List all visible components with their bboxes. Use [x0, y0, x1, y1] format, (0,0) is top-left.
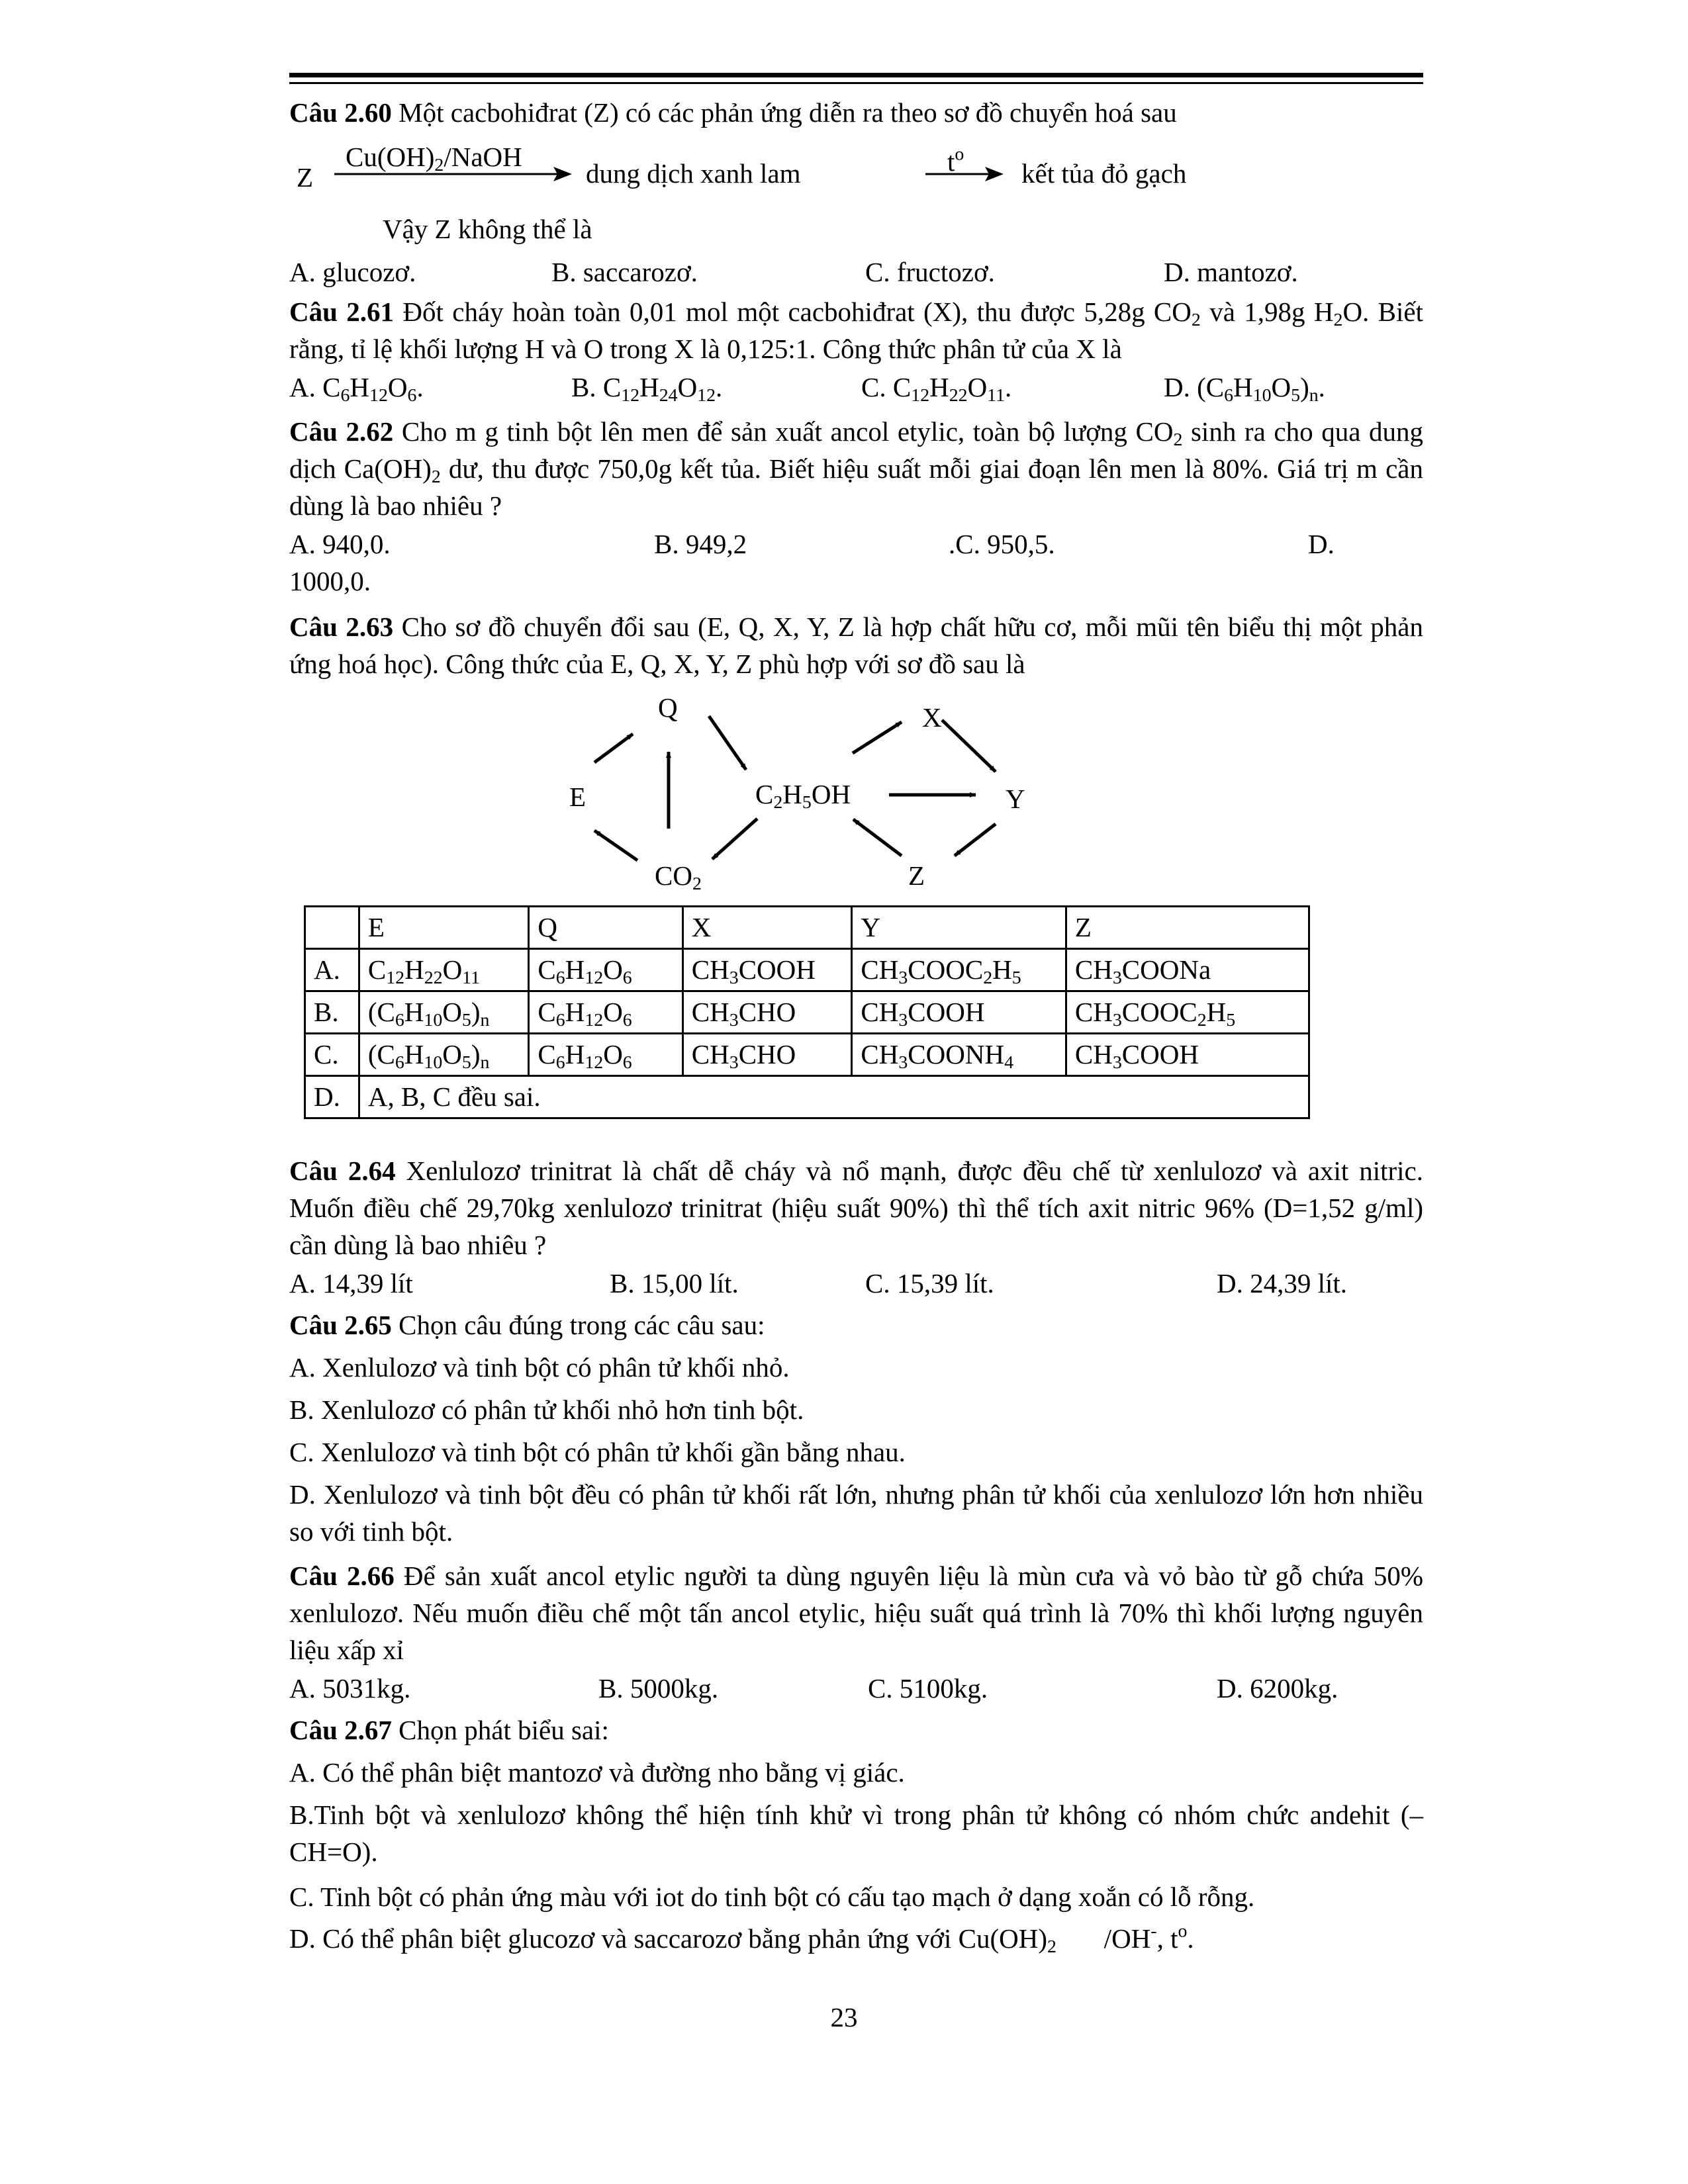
table-cell: $C_6H_{12}O_6$ — [529, 949, 682, 991]
question-2-62: Câu 2.62 Cho m g tinh bột lên men để sản xuất ancol etylic, toàn bộ lượng $CO_2$ sinh ra cho qua dung dịch $Ca(OH)_2$ dư, thu được 750,0g kết tủa. Biết hiệu suất mỗi giai đoạn lên men là 80%. Giá trị m cần dùng là bao nhiêu ? — [289, 416, 1423, 521]
question-2-67 — [289, 1711, 1423, 1749]
option-a: A. 14,39 lít — [289, 1268, 413, 1298]
arrow-co2-to-e — [594, 831, 637, 860]
option-d: D. Xenlulozơ và tinh bột đều có phân tử khối rất lớn, nhưng phân tử khối của xenlulozơ lớn hơn nhiều so với tinh bột. — [289, 1479, 1423, 1547]
options-2-66 — [289, 1670, 1423, 1707]
option-d: D. 6200kg. — [1217, 1673, 1338, 1704]
scheme-start: Z — [297, 162, 314, 193]
table-row — [305, 949, 1309, 991]
option-d-value: 1000,0. — [289, 566, 371, 596]
table-cell: $CH_3CHO$ — [682, 991, 852, 1034]
option-c: C. fructozơ. — [865, 257, 995, 287]
question-text: Một cacbohiđrat (Z) có các phản ứng diễn ra theo sơ đồ chuyển hoá sau — [391, 97, 1177, 128]
table-cell: $CH_3COOH$ — [1066, 1034, 1309, 1076]
option-b: B. 15,00 lít. — [610, 1268, 739, 1298]
question-2-66 — [289, 1557, 1423, 1668]
arrow-z-to-ethanol — [853, 819, 902, 856]
table-row — [305, 1076, 1309, 1118]
option-a: A. glucozơ. — [289, 257, 416, 287]
arrow-y-to-z — [955, 824, 996, 856]
question-label: Câu 2.63 — [289, 612, 394, 642]
table-cell: $CH_3COONa$ — [1066, 949, 1309, 991]
option-d: D. — [1308, 529, 1335, 559]
question-label: Câu 2.67 — [289, 1715, 392, 1745]
scheme-reagent-2: $t^o$ — [947, 144, 964, 177]
table-cell: $C_{12}H_{22}O_{11}$ — [359, 949, 529, 991]
question-text: Chọn câu đúng trong các câu sau: — [391, 1310, 765, 1340]
option-c: .C. 950,5. — [949, 529, 1055, 559]
table-cell: $CH_3COONH_4$ — [852, 1034, 1066, 1076]
arrow-ethanol-to-co2 — [712, 819, 757, 859]
table-cell: A, B, C đều sai. — [359, 1076, 1309, 1118]
row-label: C. — [305, 1034, 359, 1076]
question-label: Câu 2.64 — [289, 1156, 396, 1186]
table-header-cell — [305, 907, 359, 949]
table-header-row — [305, 907, 1309, 949]
scheme-product-2: kết tủa đỏ gạch — [1021, 158, 1187, 189]
option-a: A. 5031kg. — [289, 1673, 411, 1704]
table-cell: $C_6H_{12}O_6$ — [529, 991, 682, 1034]
option-b: B. 949,2 — [654, 529, 747, 559]
question-text: Cho sơ đồ chuyển đổi sau (E, Q, X, Y, Z là hợp chất hữu cơ, mỗi mũi tên biểu thị một phản ứng hoá học). Công thức của E, Q, X, Y, Z phù hợp với sơ đồ sau là — [289, 612, 1423, 679]
arrow-x-to-y — [942, 720, 996, 772]
table-cell: $(C_6H_{10}O_5)_n$ — [359, 991, 529, 1034]
row-label: D. — [305, 1076, 359, 1118]
table-cell: $CH_3COOH$ — [852, 991, 1066, 1034]
table-header-cell: Y — [852, 907, 1066, 949]
table-cell: $CH_3COOC_2H_5$ — [852, 949, 1066, 991]
table-header-cell: X — [682, 907, 852, 949]
option-a: A. Có thể phân biệt mantozơ và đường nho bằng vị giác. — [289, 1757, 905, 1788]
row-label: A. — [305, 949, 359, 991]
option-c: C. Xenlulozơ và tinh bột có phân tử khối gần bằng nhau. — [289, 1437, 906, 1467]
option-c: C. Tinh bột có phản ứng màu với iot do tinh bột có cấu tạo mạch ở dạng xoắn có lỗ rỗng. — [289, 1882, 1255, 1912]
answer-table — [304, 905, 1310, 1119]
option-b: B. Xenlulozơ có phân tử khối nhỏ hơn tinh bột. — [289, 1394, 804, 1425]
node-ethanol: $C_2H_5OH$ — [755, 779, 851, 813]
node-co2: $CO_2$ — [655, 860, 702, 894]
table-row — [305, 1034, 1309, 1076]
option-c: C. 15,39 lít. — [865, 1268, 994, 1298]
row-label: B. — [305, 991, 359, 1034]
table-cell: $CH_3CHO$ — [682, 1034, 852, 1076]
option-b: B. $C_{12}H_{24}O_{12}$. — [571, 372, 723, 406]
option-b: B. 5000kg. — [598, 1673, 719, 1704]
node-y: Y — [1006, 784, 1025, 814]
table-cell: $CH_3COOH$ — [682, 949, 852, 991]
question-2-65 — [289, 1306, 1423, 1343]
table-header-cell: Q — [529, 907, 682, 949]
node-z: Z — [908, 860, 925, 891]
option-a: A. Xenlulozơ và tinh bột có phân tử khối nhỏ. — [289, 1352, 790, 1383]
table-cell: $CH_3COOC_2H_5$ — [1066, 991, 1309, 1034]
node-q: Q — [658, 692, 678, 723]
table-row — [305, 991, 1309, 1034]
question-label: Câu 2.66 — [289, 1561, 395, 1591]
question-text: Để sản xuất ancol etylic người ta dùng nguyên liệu là mùn cưa và vỏ bào từ gỗ chứa 50% xenlulozơ. Nếu muốn điều chế một tấn ancol etylic, hiệu suất quá trình là 70% thì khối lượng nguyên liệu xấp xỉ — [289, 1561, 1423, 1665]
option-d: D. mantozơ. — [1164, 257, 1298, 287]
arrow-ethanol-to-x — [853, 722, 902, 753]
scheme-reagent-1: $Cu(OH)_2$/NaOH — [346, 142, 522, 175]
option-c: C. 5100kg. — [868, 1673, 988, 1704]
option-d: D. 24,39 lít. — [1217, 1268, 1348, 1298]
table-cell: $(C_6H_{10}O_5)_n$ — [359, 1034, 529, 1076]
options-2-64 — [289, 1265, 1423, 1302]
question-2-60-prompt: Vậy Z không thể là — [383, 214, 592, 244]
question-2-64 — [289, 1152, 1423, 1263]
option-b: B. saccarozơ. — [551, 257, 698, 287]
question-label: Câu 2.60 — [289, 97, 392, 128]
arrow-q-to-ethanol — [709, 716, 746, 770]
table-header-cell: Z — [1066, 907, 1309, 949]
option-a: A. 940,0. — [289, 529, 391, 559]
option-d: D. Có thể phân biệt glucozơ và saccarozơ bằng phản ứng với $Cu(OH)_2$ /OH-, $t^o$. — [289, 1921, 1194, 1957]
question-text: Chọn phát biểu sai: — [391, 1715, 609, 1745]
node-x: X — [922, 702, 942, 733]
table-cell: $C_6H_{12}O_6$ — [529, 1034, 682, 1076]
question-2-61: Câu 2.61 Đốt cháy hoàn toàn 0,01 mol một cacbohiđrat (X), thu được 5,28g $CO_2$ và 1,98g $H_2O$. Biết rằng, tỉ lệ khối lượng H và O trong X là 0,125:1. Công thức phân tử của X là — [289, 296, 1423, 364]
question-label: Câu 2.65 — [289, 1310, 392, 1340]
table-header-cell: E — [359, 907, 529, 949]
node-e: E — [569, 782, 586, 812]
option-d: D. $(C_6H_{10}O_5)_n$. — [1164, 372, 1325, 406]
option-a: A. $C_6H_{12}O_6$. — [289, 372, 424, 406]
option-c: C. $C_{12}H_{22}O_{11}$. — [861, 372, 1012, 406]
option-b: B.Tinh bột và xenlulozơ không thể hiện tính khử vì trong phân tử không có nhóm chức andehit (–CH=O). — [289, 1799, 1423, 1867]
page-number: 23 — [830, 2002, 858, 2032]
question-text: Xenlulozơ trinitrat là chất dễ cháy và nổ mạnh, được đều chế từ xenlulozơ và axit nitric. Muốn điều chế 29,70kg xenlulozơ trinitrat (hiệu suất 90%) thì thể tích axit nitric 96% (D=1,52 g/ml) cần dùng là bao nhiêu ? — [289, 1156, 1423, 1260]
arrow-e-to-q — [594, 734, 633, 762]
scheme-product-1: dung dịch xanh lam — [586, 158, 801, 189]
